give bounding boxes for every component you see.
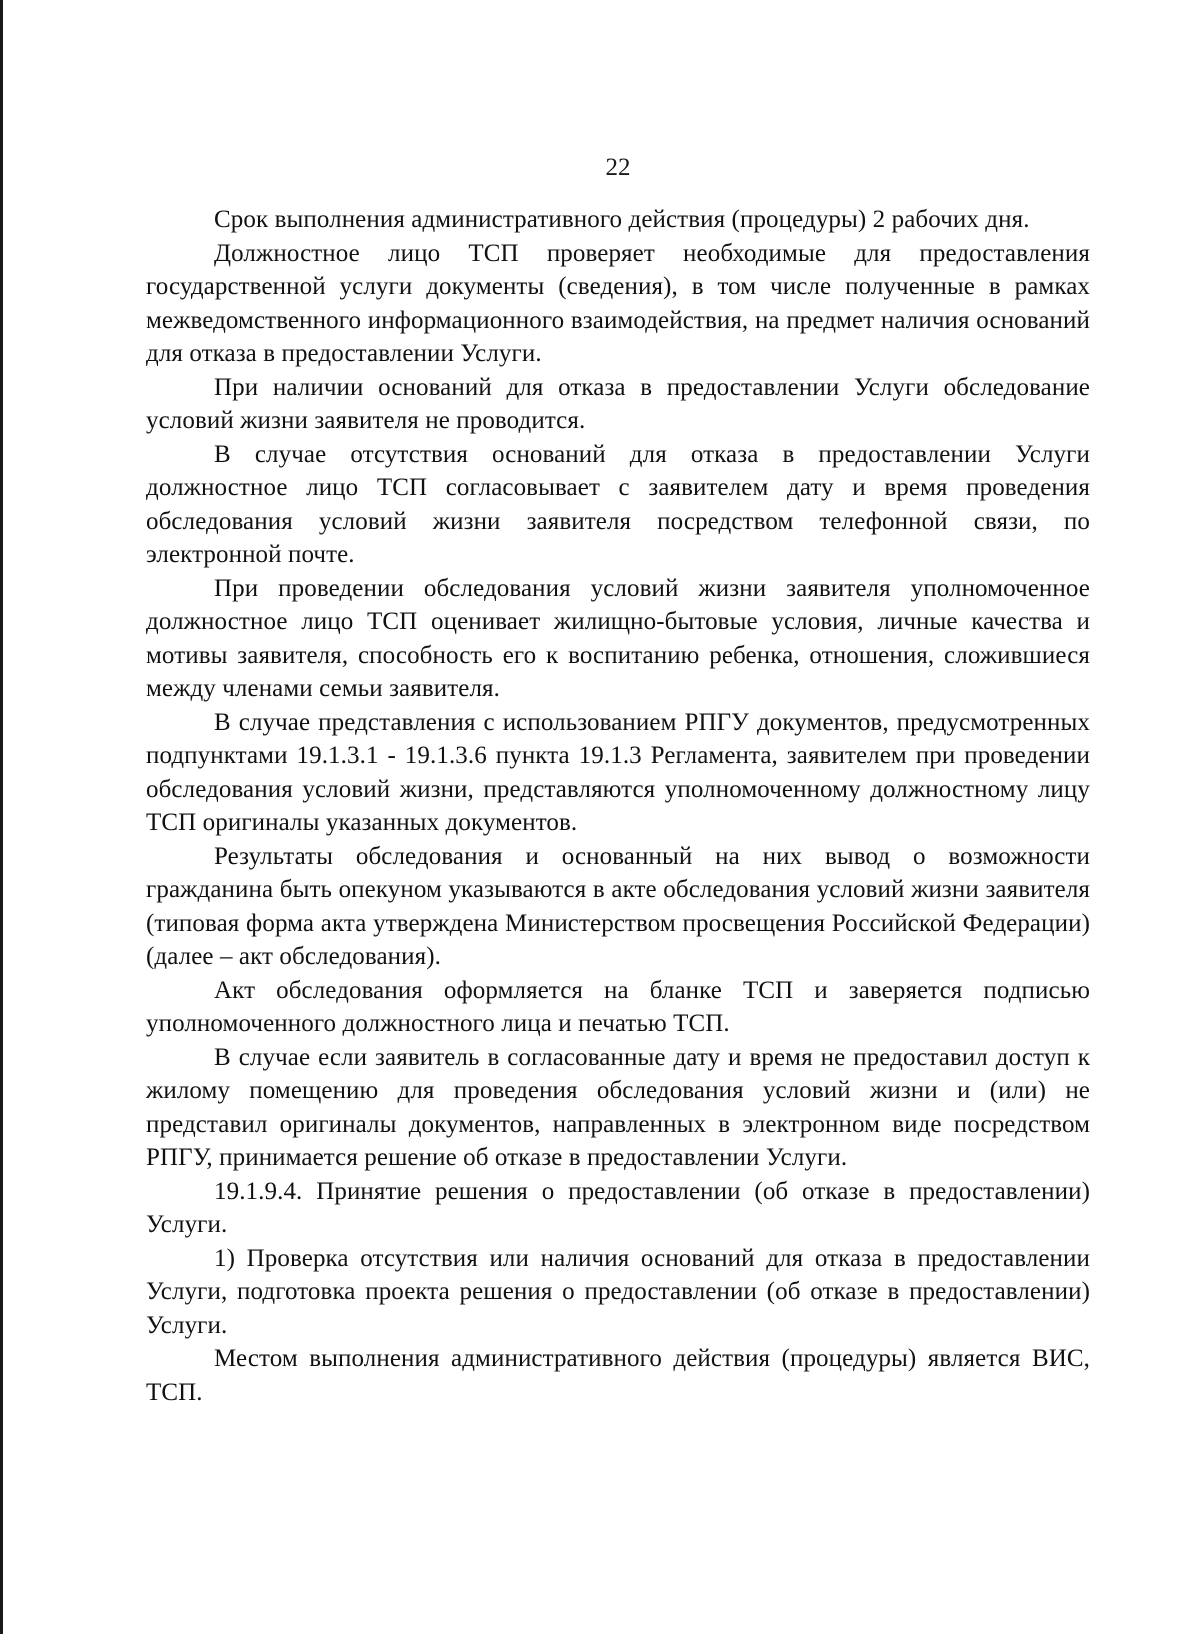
paragraph-5: При проведении обследования условий жизни заявителя уполномоченное должностное лицо ТСП оценивает жилищно-бытовые условия, личные качества и мотивы заявителя, способность его к воспитанию ребенка, отношения, сложившиеся между членами семьи заявителя. — [146, 574, 1090, 702]
paragraph-7: Результаты обследования и основанный на них вывод о возможности гражданина быть опекуном указываются в акте обследования условий жизни заявителя (типовая форма акта утверждена Министерством просвещения Российской Федерации) (далее – акт обследования). — [146, 842, 1090, 970]
paragraph-12: Местом выполнения административного действия (процедуры) является ВИС, ТСП. — [146, 1345, 1090, 1406]
paragraph-2: Должностное лицо ТСП проверяет необходимые для предоставления государственной услуги документы (сведения), в том числе полученные в рамках межведомственного информационного взаимодействия, на предмет наличия оснований для отказа в предоставлении Услуги. — [146, 239, 1090, 367]
paragraph-10: 19.1.9.4. Принятие решения о предоставлении (об отказе в предоставлении) Услуги. — [146, 1177, 1090, 1238]
paragraph-4: В случае отсутствия оснований для отказа в предоставлении Услуги должностное лицо ТСП согласовывает с заявителем дату и время проведения обследования условий жизни заявителя посредством телефонной связи, по электронной почте. — [146, 440, 1090, 568]
document-body — [146, 203, 1090, 1409]
paragraph-11: 1) Проверка отсутствия или наличия оснований для отказа в предоставлении Услуги, подготовка проекта решения о предоставлении (об отказе в предоставлении) Услуги. — [146, 1244, 1090, 1339]
paragraph-1: Срок выполнения административного действия (процедуры) 2 рабочих дня. — [214, 206, 1030, 233]
page-number: 22 — [605, 154, 631, 181]
paragraph-3: При наличии оснований для отказа в предоставлении Услуги обследование условий жизни заявителя не проводится. — [146, 373, 1090, 434]
paragraph-6: В случае представления с использованием РПГУ документов, предусмотренных подпунктами 19.1.3.1 - 19.1.3.6 пункта 19.1.3 Регламента, заявителем при проведении обследования условий жизни, представляются уполномоченному должностному лицу ТСП оригиналы указанных документов. — [146, 708, 1090, 836]
paragraph-9: В случае если заявитель в согласованные дату и время не предоставил доступ к жилому помещению для проведения обследования условий жизни и (или) не представил оригиналы документов, направленных в электронном виде посредством РПГУ, принимается решение об отказе в предоставлении Услуги. — [146, 1043, 1090, 1171]
paragraph-8: Акт обследования оформляется на бланке ТСП и заверяется подписью уполномоченного должностного лица и печатью ТСП. — [146, 976, 1090, 1037]
